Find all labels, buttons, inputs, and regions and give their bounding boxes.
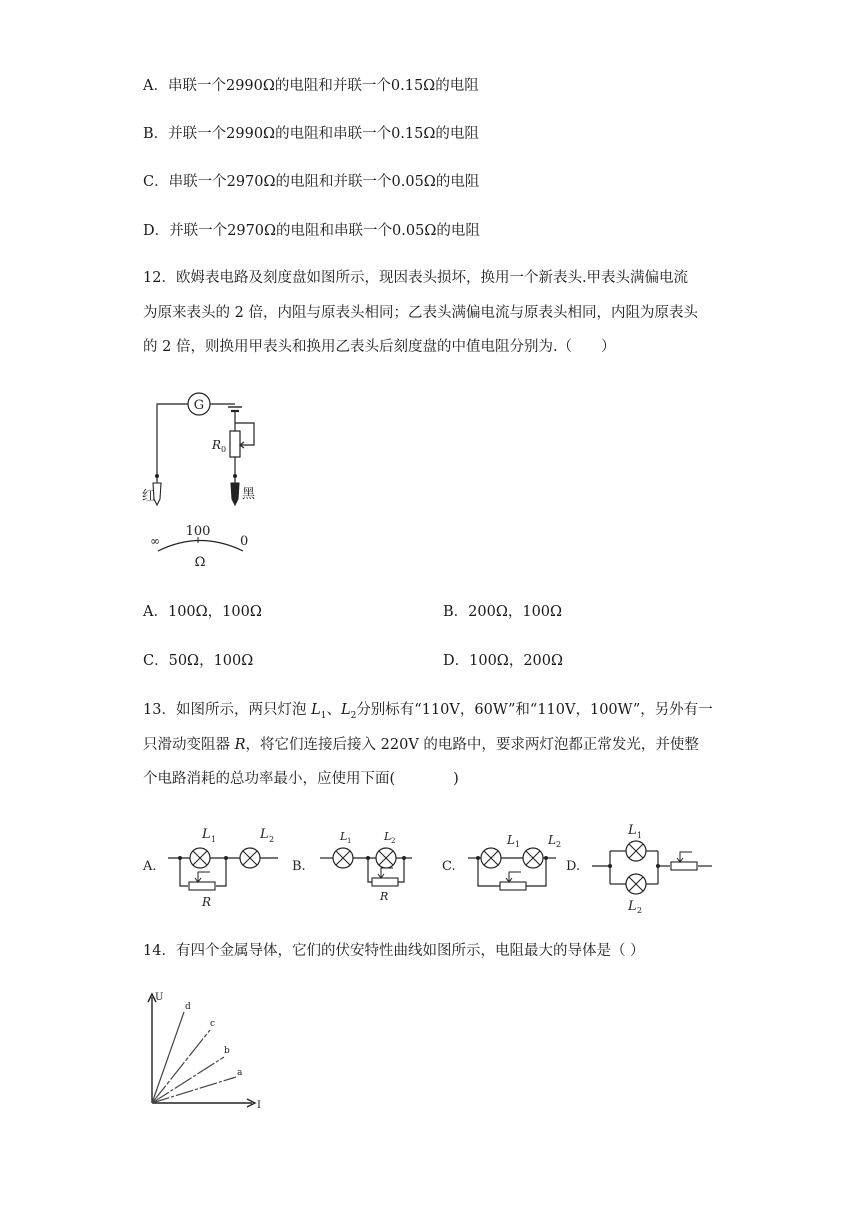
q12-option-a: A．100Ω，100Ω — [143, 604, 262, 620]
q12-option-b: B．200Ω，100Ω — [443, 604, 563, 620]
galvanometer-label: G — [193, 398, 205, 413]
svg-text:1: 1 — [347, 837, 352, 845]
red-probe-label: 红 — [142, 489, 156, 504]
curve-d — [152, 1012, 184, 1103]
curve-label-d: d — [185, 1002, 191, 1012]
rheostat-icon — [372, 868, 398, 886]
u-axis-label: U — [155, 992, 164, 1003]
svg-text:2: 2 — [269, 835, 275, 844]
svg-text:A.: A. — [143, 859, 157, 874]
svg-text:L: L — [628, 823, 637, 838]
lamp-l2-icon — [523, 848, 543, 868]
q13-stem-line-3: 个电路消耗的总功率最小，应使用下面( ) — [143, 771, 459, 787]
resistor-label: R — [212, 438, 222, 452]
curve-label-a: a — [237, 1068, 243, 1078]
curve-label-b: b — [224, 1046, 230, 1056]
circuit-option-b — [292, 830, 412, 903]
svg-text:R: R — [380, 890, 389, 903]
svg-text:L: L — [628, 899, 637, 913]
svg-text:1: 1 — [211, 835, 217, 844]
q12-stem-line-1: 12．欧姆表电路及刻度盘如图所示，现因表头损坏，换用一个新表头.甲表头满偏电流 — [143, 270, 689, 286]
lamp-l1-icon — [333, 848, 353, 868]
svg-text:1: 1 — [515, 840, 521, 849]
svg-text:L: L — [340, 830, 348, 843]
curve-c — [152, 1030, 210, 1103]
svg-text:C.: C. — [442, 859, 456, 874]
q12-option-d: D．100Ω，200Ω — [443, 653, 564, 669]
q11-option-d: D．并联一个2970Ω的电阻和串联一个0.05Ω的电阻 — [143, 223, 480, 239]
dial-unit-label: Ω — [194, 555, 206, 570]
svg-text:L: L — [384, 830, 392, 843]
circuit-option-c — [442, 833, 561, 890]
svg-text:L: L — [548, 833, 556, 847]
lamp-l2-icon — [240, 848, 260, 868]
ohm-dial-arc — [158, 541, 243, 552]
circuit-option-d — [566, 823, 712, 913]
q13-stem-line-2: 只滑动变阻器 R，将它们连接后接入 220V 的电路中，要求两灯泡都正常发光，并使整 — [143, 737, 699, 753]
curve-label-c: c — [210, 1019, 216, 1029]
curve-b — [152, 1057, 224, 1103]
dial-infinity-label: ∞ — [150, 534, 160, 548]
lamp-l2-icon — [376, 848, 396, 868]
lamp-l2-symbol: L — [340, 702, 351, 718]
lamp-l1-symbol: L — [311, 702, 321, 718]
svg-text:L: L — [260, 827, 269, 842]
black-probe-label: 黑 — [242, 487, 256, 502]
resistor-subscript: 0 — [221, 445, 227, 454]
q11-option-a: A．串联一个2990Ω的电阻和并联一个0.15Ω的电阻 — [143, 78, 479, 94]
lamp-l1-icon — [190, 848, 210, 868]
svg-text:B.: B. — [292, 859, 306, 874]
q13-circuit-options-figure — [140, 818, 720, 913]
q14-stem: 14．有四个金属导体，它们的伏安特性曲线如图所示，电阻最大的导体是（ ） — [143, 943, 645, 959]
svg-text:2: 2 — [556, 840, 562, 849]
q11-option-b: B．并联一个2990Ω的电阻和串联一个0.15Ω的电阻 — [143, 126, 479, 142]
black-probe-icon — [231, 483, 239, 505]
q13-stem-line-1: 13．如图所示，两只灯泡 $L_1$、$L_2$分别标有“110V，60W”和“110V，100W”，另外有一 — [143, 702, 713, 721]
lamp-l2-icon — [626, 874, 646, 894]
svg-text:D.: D. — [566, 859, 581, 874]
q12-stem-line-2: 为原来表头的 2 倍，内阻与原表头相同；乙表头满偏电流与原表头相同，内阻为原表头 — [143, 305, 698, 321]
svg-text:1: 1 — [637, 831, 643, 840]
svg-text:L: L — [507, 833, 515, 847]
circuit-option-a — [142, 827, 278, 909]
lamp-l1-icon — [481, 848, 501, 868]
rheostat-icon — [671, 852, 697, 870]
dial-zero-label: 0 — [240, 534, 249, 549]
ui-characteristic-graph — [140, 985, 270, 1115]
q12-stem-line-3: 的 2 倍，则换用甲表头和换用乙表头后刻度盘的中值电阻分别为.（ ） — [143, 339, 616, 355]
svg-text:2: 2 — [391, 837, 396, 845]
lamp-l1-icon — [626, 841, 646, 861]
rheostat-icon — [500, 872, 526, 890]
rheostat-icon — [189, 872, 215, 890]
curve-a — [152, 1077, 236, 1103]
svg-text:R: R — [202, 895, 212, 909]
svg-text:L: L — [202, 827, 211, 842]
rheostat-r0 — [230, 431, 240, 457]
q12-option-c: C．50Ω，100Ω — [143, 653, 254, 669]
dial-mid-label: 100 — [185, 524, 211, 539]
svg-text:2: 2 — [637, 906, 643, 913]
q11-option-c: C．串联一个2970Ω的电阻和并联一个0.05Ω的电阻 — [143, 174, 480, 190]
i-axis-label: I — [257, 1100, 261, 1111]
ohmmeter-circuit-figure — [140, 385, 270, 575]
